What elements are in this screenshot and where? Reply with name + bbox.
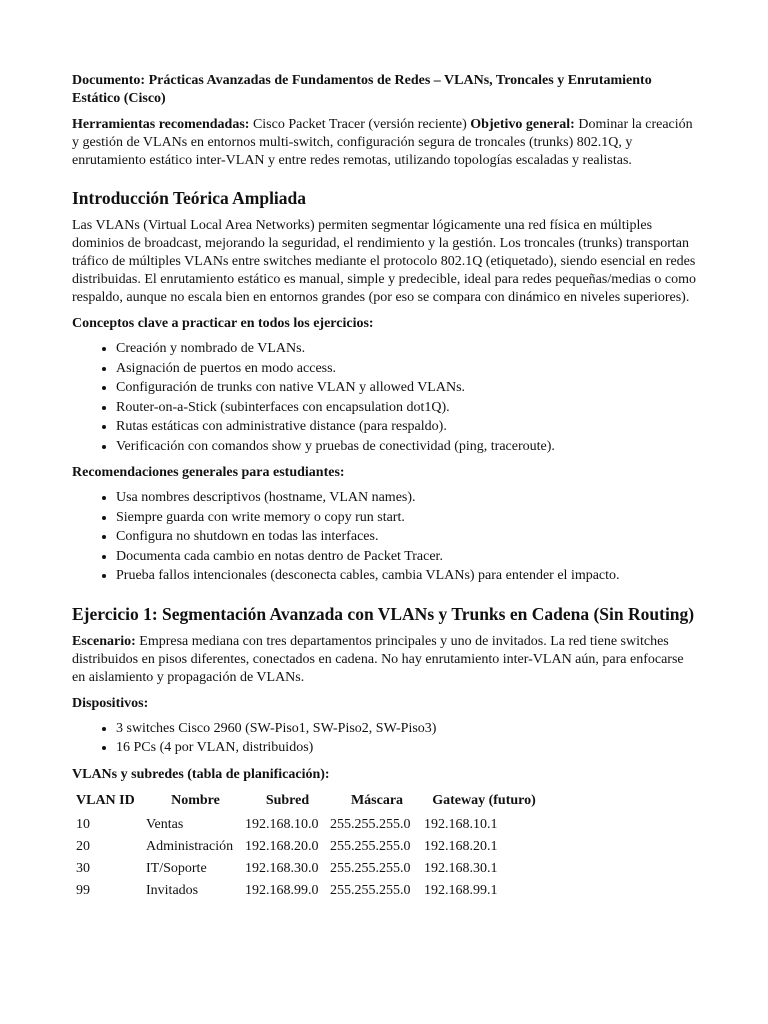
- table-cell: 255.255.255.0: [330, 816, 411, 832]
- tools-value: Cisco Packet Tracer (versión reciente): [252, 117, 467, 132]
- column-header: Subred: [265, 792, 310, 808]
- scenario-paragraph: [72, 633, 698, 687]
- exercise1-heading: Ejercicio 1: Segmentación Avanzada con VLANs y Trunks en Cadena (Sin Routing): [72, 603, 695, 624]
- scenario-label: Escenario:: [72, 633, 136, 649]
- table-cell: 255.255.255.0: [330, 838, 411, 854]
- table-cell: 192.168.30.1: [424, 860, 498, 876]
- tools-objective-paragraph: [72, 116, 698, 170]
- table-row: [74, 836, 544, 858]
- table-cell: 192.168.20.1: [424, 838, 498, 854]
- recommendations-list: [72, 488, 698, 586]
- intro-heading: Introducción Teórica Ampliada: [72, 188, 307, 208]
- list-item: • Documenta cada cambio en notas dentro de Packet Tracer.: [116, 547, 698, 567]
- list-item: • Prueba fallos intencionales (desconecta cables, cambia VLANs) para entender el impacto.: [116, 566, 698, 586]
- column-header: Nombre: [171, 792, 220, 808]
- list-item: • 3 switches Cisco 2960 (SW-Piso1, SW-Piso2, SW-Piso3): [116, 719, 698, 739]
- list-item: • Asignación de puertos en modo access.: [116, 359, 698, 379]
- list-item: • Rutas estáticas con administrative distance (para respaldo).: [116, 417, 698, 437]
- table-cell: 192.168.20.0: [245, 838, 319, 854]
- table-cell: 20: [76, 838, 90, 854]
- column-header: Máscara: [350, 792, 404, 808]
- document-title: Documento: Prácticas Avanzadas de Fundamentos de Redes – VLANs, Troncales y Enrutamiento Estático (Cisco): [72, 73, 652, 106]
- table-cell: Invitados: [146, 882, 199, 898]
- table-cell: 30: [76, 860, 90, 876]
- concepts-label: Conceptos clave a practicar en todos los ejercicios:: [72, 316, 374, 331]
- list-item: • Router-on-a-Stick (subinterfaces con encapsulation dot1Q).: [116, 398, 698, 418]
- table-cell: 192.168.99.1: [424, 882, 498, 898]
- scenario-text: Empresa mediana con tres departamentos principales y uno de invitados. La red tiene switches distribuidos en pisos diferentes, conectados en cadena. No hay enrutamiento inter-VLAN aún, para enfocarse en aislamiento y propagación de VLANs.: [72, 633, 684, 685]
- column-header: Gateway (futuro): [432, 792, 536, 808]
- table-cell: 10: [76, 816, 90, 832]
- vlan-table: [74, 790, 544, 902]
- list-item: • Configura no shutdown en todas las interfaces.: [116, 527, 698, 547]
- table-row: [74, 814, 544, 836]
- column-header: VLAN ID: [76, 792, 135, 808]
- tools-label: Herramientas recomendadas:: [72, 117, 250, 132]
- table-cell: 255.255.255.0: [330, 882, 411, 898]
- devices-label: Dispositivos:: [72, 695, 149, 711]
- vlan-table-label: VLANs y subredes (tabla de planificación):: [72, 766, 330, 782]
- devices-list: [72, 719, 698, 758]
- table-cell: 192.168.10.0: [245, 816, 319, 832]
- intro-body: Las VLANs (Virtual Local Area Networks) permiten segmentar lógicamente una red física en múltiples dominios de broadcast, mejorando la seguridad, el rendimiento y la gestión. Los troncales (trunks) transportan tráfico de múltiples VLANs entre switches mediante el protocolo 802.1Q (etiquetado), siendo esencial en redes distribuidas. El enrutamiento estático es manual, simple y predecible, ideal para redes pequeñas/medias o como respaldo, aunque no escala bien en entornos grandes (por eso se compara con dinámico en niveles superiores).: [72, 218, 696, 305]
- list-item: • Creación y nombrado de VLANs.: [116, 339, 698, 359]
- table-header-row: [74, 790, 544, 814]
- objective-value: Dominar la creación y gestión de VLANs en entornos multi-switch, configuración segura de troncales (trunks) 802.1Q, y enrutamiento estático inter-VLAN y entre redes remotas, utilizando topologías escaladas y realistas.: [72, 117, 693, 168]
- table-row: [74, 858, 544, 880]
- table-cell: 99: [76, 882, 90, 898]
- table-cell: 255.255.255.0: [330, 860, 411, 876]
- table-cell: 192.168.99.0: [245, 882, 319, 898]
- table-cell: 192.168.30.0: [245, 860, 319, 876]
- table-cell: 192.168.10.1: [424, 816, 498, 832]
- concepts-list: [72, 339, 698, 456]
- table-row: [74, 880, 544, 902]
- table-cell: Ventas: [146, 816, 184, 832]
- list-item: • Usa nombres descriptivos (hostname, VLAN names).: [116, 488, 698, 508]
- table-cell: Administración: [146, 838, 234, 854]
- table-cell: IT/Soporte: [146, 860, 207, 876]
- list-item: • 16 PCs (4 por VLAN, distribuidos): [116, 738, 698, 758]
- list-item: • Verificación con comandos show y pruebas de conectividad (ping, traceroute).: [116, 437, 698, 457]
- objective-label: Objetivo general:: [470, 117, 575, 132]
- recommendations-label: Recomendaciones generales para estudiantes:: [72, 465, 345, 480]
- list-item: • Configuración de trunks con native VLAN y allowed VLANs.: [116, 378, 698, 398]
- list-item: • Siempre guarda con write memory o copy run start.: [116, 508, 698, 528]
